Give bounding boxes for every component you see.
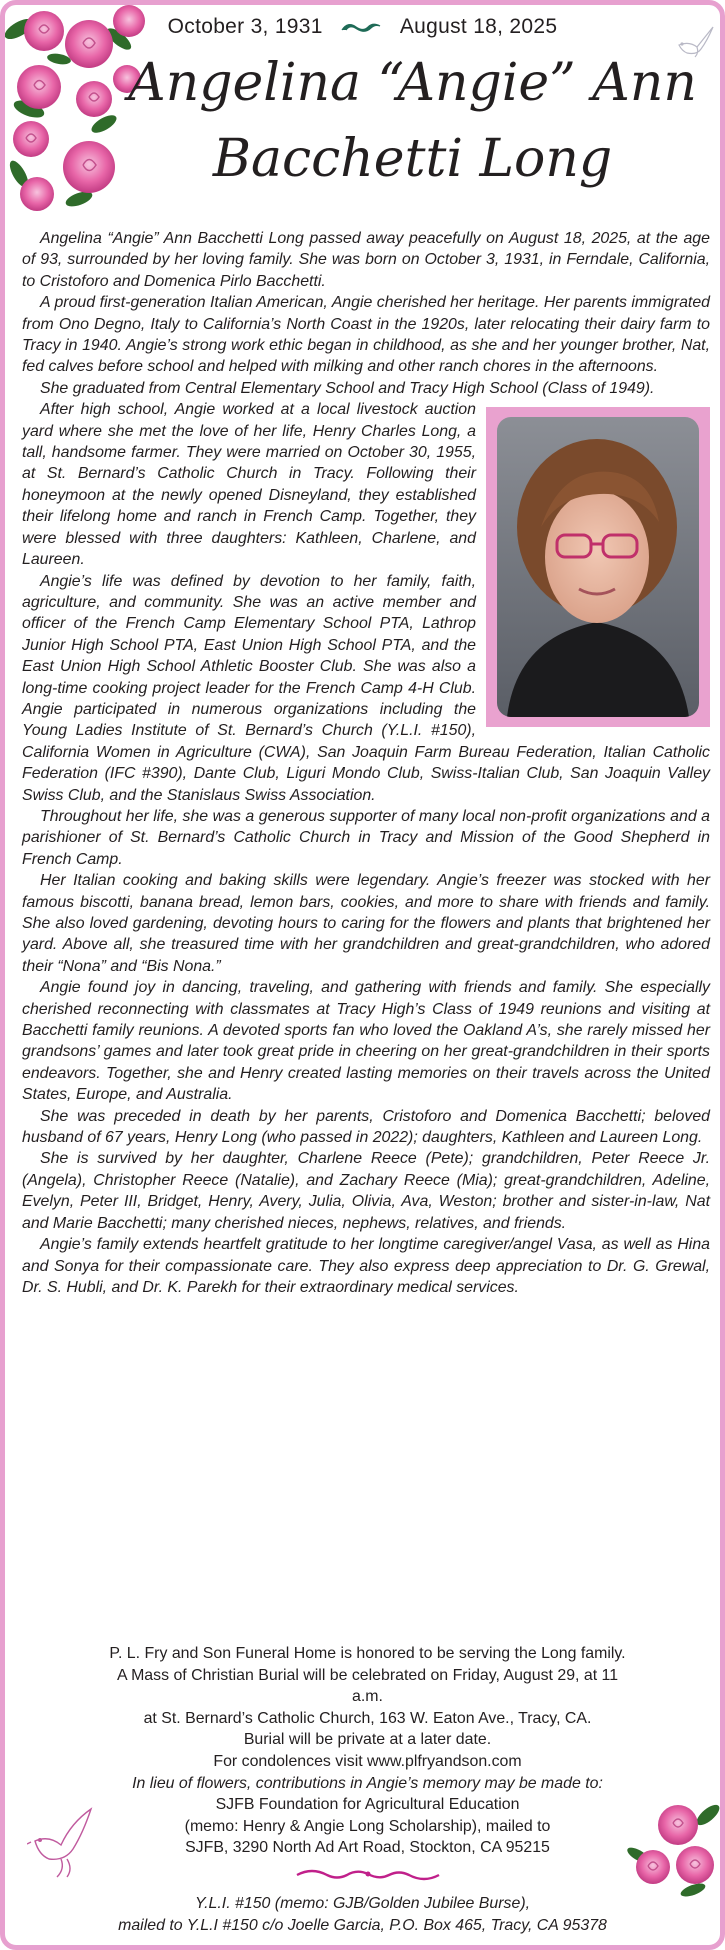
burial-line: Burial will be private at a later date. [243,1731,492,1749]
rose-bouquet-icon [623,1795,723,1905]
life-dates [5,15,720,39]
yli-address-line: mailed to Y.L.I #150 c/o Joelle Garcia, P.O. Box 465, Tracy, CA 95378 [118,1916,607,1934]
paragraph: She was preceded in death by her parents, Cristoforo and Domenica Bacchetti; beloved husband of 67 years, Henry Long (who passed in 2022); daughters, Kathleen and Laureen Long. [22,1107,710,1147]
in-lieu-line: In lieu of flowers, contributions in Angie’s memory may be made to: [132,1774,603,1792]
memo-line: (memo: Henry & Angie Long Scholarship), mailed to [184,1817,551,1835]
portrait-photo-frame [486,407,710,727]
divider-flourish-icon [293,1865,443,1883]
paragraph: A proud first-generation Italian American, Angie cherished her heritage. Her parents immigrated from Ono Degno, Italy to California’s North Coast in the 1920s, later relocating their dairy farm to Tracy in 1940. Angie’s strong work ethic began in childhood, as she and her younger brother, Nat, fed calves before school and helped with milking and other ranch chores in the afternoons. [22,294,710,376]
condolences-line: For condolences visit www.plfryandson.com [213,1752,522,1770]
sjfb-address-line: SJFB, 3290 North Ad Art Road, Stockton, CA 95215 [185,1839,550,1857]
portrait-photo [497,417,699,717]
yli-information [45,1893,680,1936]
paragraph: Angie’s family extends heartfelt gratitude to her longtime caregiver/angel Vasa, as well as Hina and Sonya for their compassionate care. They also express deep appreciation to Dr. G. Grewal, Dr. S. Hubli, and Dr. K. Parekh for their extraordinary medical services. [22,1236,710,1296]
yli-memo-line: Y.L.I. #150 (memo: GJB/Golden Jubilee Burse), [194,1895,531,1912]
name-line-1: Angelina “Angie” Ann [128,53,697,113]
funeral-home-line: P. L. Fry and Son Funeral Home is honored to be serving the Long family. [109,1645,626,1662]
dove-icon [27,1801,103,1883]
paragraph: After high school, Angie worked at a local livestock auction yard where she met the love of her life, Henry Charles Long, a tall, handsome farmer. They were married on October 30, 1955, at St. Bernard’s Catholic Church in Tracy. Following their honeymoon at the newly opened Disneyland, they established their lifelong home and ranch in French Camp. Together, they were blessed with three daughters: Kathleen, Charlene, and Laureen. [22,401,476,569]
death-date: August 18, 2025 [399,15,558,38]
name-line-2: Bacchetti Long [212,129,613,189]
paragraph: Angie found joy in dancing, traveling, and gathering with friends and family. She especially cherished reconnecting with classmates at Tracy High’s Class of 1949 reunions and visiting at Bacchetti family reunions. A devoted sports fan who loved the Oakland A’s, she rarely missed her grandsons’ games and later took great pride in cheering on her great-grandchildren in their sports endeavors. Together, she and Henry created lasting memories on their travels across the United States, Europe, and Australia. [22,979,710,1104]
obituary-body [22,228,710,1298]
paragraph: Angie’s life was defined by devotion to her family, faith, agriculture, and community. She was an active member and officer of the French Camp Elementary School PTA, Lathrop Junior High School PTA, East Union High School PTA, and the East Union High School Athletic Booster Club. She was also a long-time cooking project leader for the French Camp 4-H Club. Angie participated in numerous organizations including the Young Ladies Institute of St. Bernard’s Church (Y.L.I. #150), California Women in Agriculture (CWA), San Joaquin Farm Bureau Federation, Italian Catholic Federation (IFC #390), Dante Club, Liguri Mondo Club, Swiss-Italian Club, San Joaquin Valley Swiss Club, and the Stanislaus Swiss Association. [22,572,710,804]
paragraph: She is survived by her daughter, Charlene Reece (Pete); grandchildren, Peter Reece Jr. (Angela), Christopher Reece (Natalie), and Zachary Reece (Mia); great-grandchildren, Adeline, Evelyn, Peter III, Bridget, Henry, Avery, Julia, Olivia, Ava, Weston; brother and sister-in-law, Nat and Marie Bacchetti; many cherished nieces, nephews, relatives, and friends. [22,1150,710,1232]
mass-line: A Mass of Christian Burial will be celebrated on Friday, August 29, at 11 a.m. [116,1666,619,1706]
paragraph: Throughout her life, she was a generous supporter of many local non-profit organizations and a parishioner of St. Bernard’s Catholic Church in Tracy and Mission of the Good Shepherd in French Camp. [22,807,710,868]
service-information [105,1643,630,1887]
paragraph: Angelina “Angie” Ann Bacchetti Long passed away peacefully on August 18, 2025, at the age of 93, surrounded by her loving family. She was born on October 3, 1931, in Ferndale, California, to Cristoforo and Domenica Pirlo Bacchetti. [22,230,710,290]
paragraph: Her Italian cooking and baking skills were legendary. Angie’s freezer was stocked with her famous biscotti, banana bread, lemon bars, cookies, and more to share with friends and family. She also loved gardening, devoting hours to caring for the flowers and plants that brightened her yard. Above all, she treasured time with her grandchildren and great-grandchildren, who adored their “Nona” and “Bis Nona.” [22,872,710,975]
church-address-line: at St. Bernard’s Catholic Church, 163 W. Eaton Ave., Tracy, CA. [143,1709,592,1727]
birth-date: October 3, 1931 [167,15,323,38]
paragraph: She graduated from Central Elementary School and Tracy High School (Class of 1949). [40,379,655,397]
foundation-line: SJFB Foundation for Agricultural Education [215,1796,520,1814]
swirl-ornament-icon [339,19,385,35]
